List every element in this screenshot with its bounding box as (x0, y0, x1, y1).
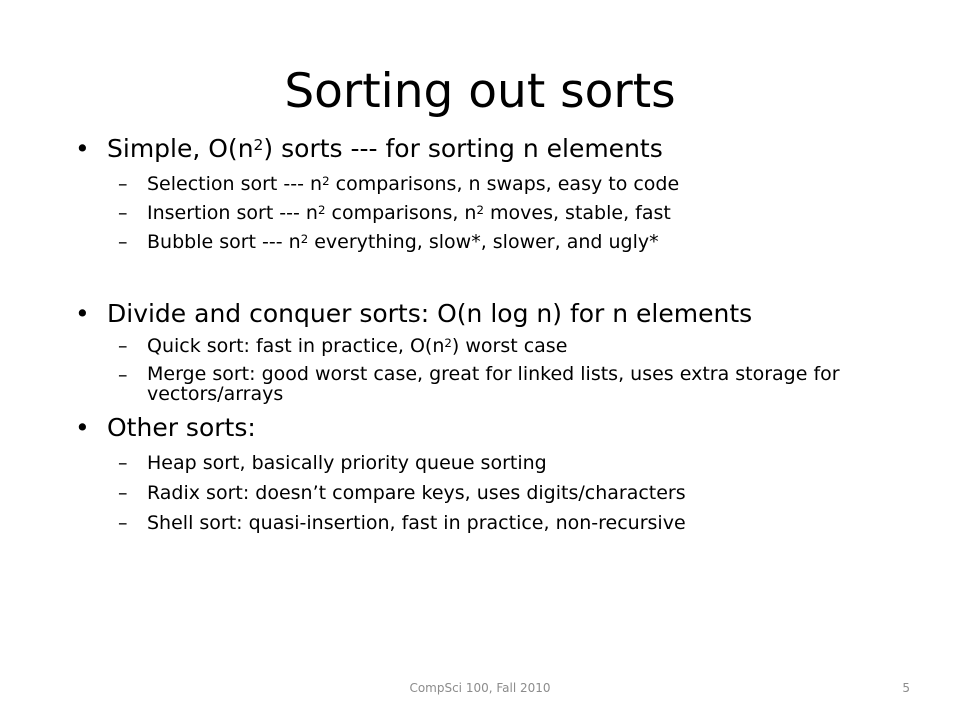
subitem-quick-sort (75, 335, 935, 358)
subitem-text: Selection sort --- $n^2$ comparisons, n swaps, easy to code (147, 173, 680, 195)
dash-icon: – (118, 452, 128, 474)
subitem-insertion-sort (75, 202, 935, 225)
subitem-selection-sort (75, 173, 935, 196)
subitem-merge-sort (75, 364, 935, 404)
slide-footer: CompSci 100, Fall 2010 (409, 681, 551, 695)
bullet-other-sorts (75, 413, 935, 443)
dash-icon: – (118, 335, 128, 357)
subitem-text: Heap sort, basically priority queue sorting (147, 452, 547, 474)
subitem-text: Insertion sort --- $n^2$ comparisons, $n^2$ moves, stable, fast (147, 202, 671, 224)
dash-icon: – (118, 482, 128, 504)
subitem-bubble-sort (75, 231, 935, 254)
subitem-shell-sort (75, 512, 935, 535)
dash-icon: – (118, 512, 128, 534)
subitem-text: Quick sort: fast in practice, $O(n^2)$ worst case (147, 335, 568, 357)
subitem-text: Bubble sort --- $n^2$ everything, slow*, slower, and ugly* (147, 231, 659, 253)
bullet-text: Divide and conquer sorts: O(n log n) for n elements (107, 299, 753, 328)
bullet-icon: • (75, 134, 90, 163)
subitem-radix-sort (75, 482, 935, 505)
dash-icon: – (118, 173, 128, 195)
bullet-icon: • (75, 299, 90, 328)
subitem-text: Shell sort: quasi-insertion, fast in practice, non-recursive (147, 512, 686, 534)
slide-body (75, 134, 935, 535)
dash-icon: – (118, 202, 128, 224)
bullet-simple-sorts (75, 134, 935, 164)
dash-icon: – (118, 231, 128, 253)
bullet-icon: • (75, 413, 90, 442)
bullet-text: Other sorts: (107, 413, 256, 442)
subitem-text: Radix sort: doesn’t compare keys, uses digits/characters (147, 482, 686, 504)
subitem-text: Merge sort: good worst case, great for linked lists, uses extra storage for vectors/arrays (147, 363, 840, 405)
bullet-text: Simple, $O(n^2)$ sorts --- for sorting n elements (107, 134, 663, 163)
slide-number: 5 (902, 681, 910, 695)
slide-title: Sorting out sorts (284, 64, 676, 119)
subitem-heap-sort (75, 452, 935, 475)
dash-icon: – (118, 364, 128, 386)
bullet-divide-conquer (75, 299, 935, 329)
